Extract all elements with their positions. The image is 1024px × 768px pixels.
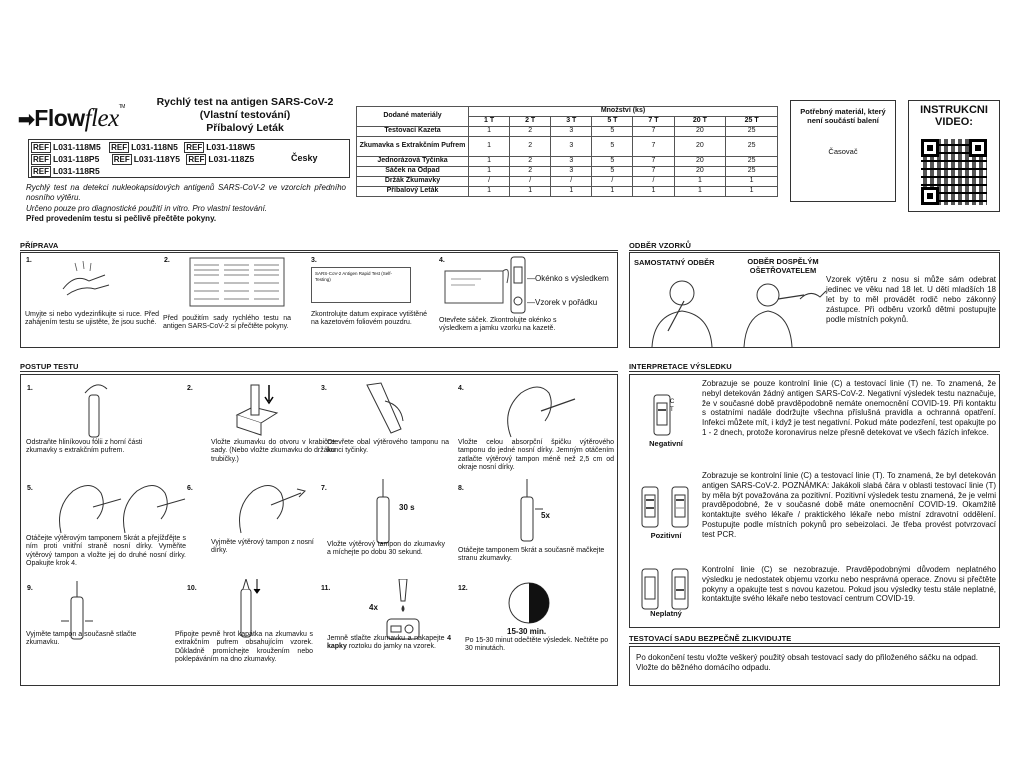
disposal-box: Po dokončení testu vložte veškerý použitý obsah testovací sady do přiloženého sáčku na odpad. Vložte do běžného domácího odpadu. [629,646,1000,686]
swab-package-icon [361,381,411,437]
language-label: Česky [291,153,318,163]
prep-box: 1. Umyjte si nebo vydezinfikujte si ruce. Před zahájením testu se ujistěte, že jsou suché. 2. Před použitím sady rychlého testu na antigen SARS-CoV-2 si přečtěte pokyny. 3. SARS-CoV-2 Antigen Rapid Test (Self-Testing) Zkontrolujte datum expirace vytištěné na kazetovém foliovém pouzdru. 4. —Okénko s výsledkem —Vzorek v pořádku Otevřete sáček. Zkontrolujte okénko s výsledkem a jamku vzorku na kazetě. [20,252,618,348]
timer-icon [507,581,551,625]
open-pouch-icon [441,263,513,307]
nose-insertion-icon [491,381,581,439]
flowflex-logo: ➡Flowflex™ [18,104,125,132]
procedure-title: POSTUP TESTU [20,362,79,371]
instructions-leaflet-icon [189,257,285,307]
ref-row-3: REF L031-118R5 [33,166,100,176]
dropper-cap-icon [231,579,261,639]
disposal-title: TESTOVACÍ SADU BEZPEČNĚ ZLIKVIDUJTE [629,634,792,643]
document-title: Rychlý test na antigen SARS-CoV-2 (Vlastní testování) Příbalový Leták [156,96,334,135]
table-row: Sáček na Odpad 1 2 3 5 7 20 25 [357,167,778,177]
foil-pouch: SARS-CoV-2 Antigen Rapid Test (Self-Testing) [311,267,411,303]
add-drops-icon [383,579,423,643]
intro-text: Rychlý test na detekci nukleokapsidových antigenů SARS-CoV-2 ve vzorcích předního nosního výtěru. Určeno pouze pro diagnostické použití in vitro. Pro vlastní testování. Před provedením testu si pečlivě přečtěte pokyny. [26,183,346,223]
table-row: Testovací Kazeta 1 2 3 5 7 20 25 [357,127,778,137]
materials-table: Dodané materiály Množství (ks) 1 T 2 T 3 T 5 T 7 T 20 T 25 T Testovací Kazeta 1 2 3 5 7 20 25 Zkumavka s Extrakčním Pufrem 1 2 3 5 7 20 25 Jednorázová Tyčinka 1 2 3 5 7 20 25 Sáček na Odpad 1 2 3 5 7 20 25 Držák Zkumavky / / / / / 1 1 Příbalový Leták 1 1 1 1 1 1 1 [356,106,778,197]
prep-title: PŘÍPRAVA [20,241,59,250]
test-cassette-icon [509,255,529,315]
sampling-title: ODBĚR VZORKŮ [629,241,692,250]
swab-remove-icon [231,479,311,535]
required-material-box: Potřebný materiál, který není součástí balení Časovač [790,100,896,202]
invalid-cassettes-icon [640,567,700,611]
sample-well-label: —Vzorek v pořádku [527,298,598,307]
table-row: Jednorázová Tyčinka 1 2 3 5 7 20 25 [357,157,778,167]
video-box: INSTRUKCNI VIDEO: [908,100,1000,212]
ref-codes-box [28,139,350,178]
table-row: Příbalový Leták 1 1 1 1 1 1 1 [357,187,778,197]
interpretation-box: C T Negativní Zobrazuje se pouze kontrolní linie (C) a testovací linie (T) ne. To znamená, že nebyl detekován žádný antigen SARS-CoV-2. Negativní výsledek testu naznačuje, že v současné době pravděpodobně nemáte onemocnění COVID-19. Při kontaktu s ostatními nadále dodržujte všechna příslušná pravidla a ochranná opatření. Infekci můžete mít, i když je test negativní. Pokud máte podezření, test opakujte po 1 - 2 dnech, protože koronavirus nelze přesně detekovat ve všech fázích infekce. Pozitivní Zobrazuje se kontrolní linie (C) a testovací linie (T). To znamená, že byl detekován antigen SARS-CoV-2. POZNÁMKA: Jakákoli slabá čára v oblasti testovací linie (T) by měla být považována za pozitivní. Pozitivní výsledek testu znamená, že je velmi pravděpodobné, že v současné době máte onemocnění COVID-19. Okamžitě kontaktujte svého lékaře / praktického lékaře nebo místní zdravotní oddělení. Postupujte podle místních pokynů pro sebeizolaci. Je třeba provést potvrzovací test PCR. Neplatný Kontrolní linie (C) se nezobrazuje. Pravděpodobnými důvodem neplatného výsledku je nedostatek objemu vzorku nebo nesprávná operace. Znovu si přečtěte pokyny a opakujte test s novou kazetou. Pokud jsou výsledky testu stále neplatné, kontaktujte svého lékaře nebo testovací centrum COVID-19. [629,374,1000,628]
sampling-box: SAMOSTATNÝ ODBĚR ODBĚR DOSPĚLÝM OŠETŘOVATELEM Vzorek výtěru z nosu si může sám odebrat jedinec ve věku nad 18 let. U dětí mladších 18 let by to měl provádět rodič nebo zákonný zástupce. Při odběru vzorků dětmi postupujte podle místních pokynů. [629,252,1000,348]
swab-in-tube-icon [373,479,393,545]
logo-arrow-icon: ➡ [18,109,35,131]
swab-rotate-icon [51,479,191,535]
interpretation-title: INTERPRETACE VÝSLEDKU [629,362,732,371]
tube-in-box-icon [233,383,281,437]
self-sampling-person-icon [642,275,722,347]
positive-cassettes-icon [640,485,700,529]
procedure-box: 1. Odstraňte hliníkovou fólii z horní části zkumavky s extrakčním pufrem. 2. Vložte zkumavku do otvoru v krabičce sady. (Nebo vložte zkumavku do držáku trubičky.) 3. Otevřete obal výtěrového tamponu na konci tyčinky. 4. Vložte celou absorpční špičku výtěrového tamponu do jedné nosní dírky. Jemným otáčením zatlačte výtěrový tampon méně než 2,5 cm od okraje nosní dírky. 5. Otáčejte výtěrovým tamponem 5krát a přejížďějte s ním proti vnitřní straně nosní dírky. Vyměňte výtěrový tampon a vložte jej do druhé nosní dírky. Opakujte krok 4. 6. Vyjměte výtěrový tampon z nosní dírky. 7. 30 s Vložte výtěrový tampon do zkumavky a míchejte po dobu 30 sekund. 8. 5x Otáčejte tamponem 5krát a současně mačkejte stranu zkumavky. 9. Vyjměte tampon a současně stlačte zkumavku. 10. Připojte pevně hrot kapátka na zkumavku s extrakčním pufrem obsahujícím vzorek. Důkladně promíchejte kroužením nebo poklepáváním na dno zkumavky. 11. 4x Jemně stlačte zkumavku a nakapejte 4 kapky roztoku do jamky na vzorek. 12. 15-30 min. Po 15-30 minut odečtěte výsledek. Nečtěte po 30 minutách. [20,374,618,686]
adult-sampling-person-icon [740,281,830,347]
qr-code-icon[interactable] [921,139,987,205]
washing-hands-icon [55,259,115,309]
table-row: Zkumavka s Extrakčním Pufrem 1 2 3 5 7 20 25 [357,137,778,157]
table-row: Držák Zkumavky / / / / / 1 1 [357,177,778,187]
result-window-label: —Okénko s výsledkem [527,274,609,283]
step11-text: Jemně stlačte zkumavku a nakapejte 4 kapky roztoku do jamky na vzorek. [327,635,451,651]
ref-row-2: REF L031-118P5 REF L031-118Y5 REF L031-118Z5 [33,154,255,164]
buffer-tube-icon [75,381,115,439]
ref-row-1: REF L031-118M5 REF L031-118N5 REF L031-118W5 [33,142,255,152]
